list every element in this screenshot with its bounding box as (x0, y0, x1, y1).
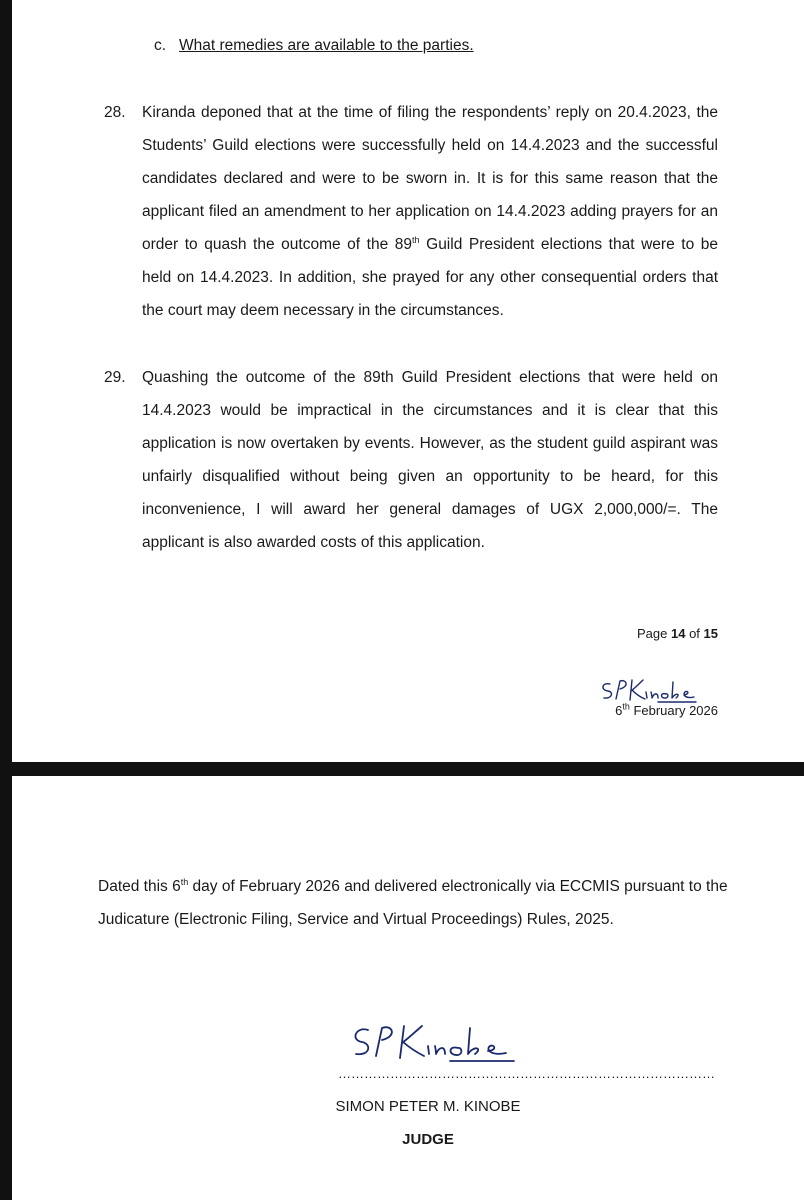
dated-statement (98, 870, 738, 936)
paragraph-text: Quashing the outcome of the 89th Guild President elections that were held on 14.4.2023 would be impractical in the circumstances and it is clear that this application is now overtaken by events. However, as the student guild aspirant was unfairly disqualified without being given an opportunity to be heard, for this inconvenience, I will award her general damages of UGX 2,000,000/=. The applicant is also awarded costs of this application. (142, 369, 718, 551)
page-number-prefix: Page (637, 626, 671, 641)
dated-text-part: Dated this 6 (98, 878, 181, 895)
issue-c (154, 34, 474, 58)
footer-date-day: 6 (615, 703, 623, 718)
superscript: th (180, 876, 189, 887)
paragraph-number: 28. (104, 104, 126, 121)
page-number (637, 626, 718, 641)
page-14 (12, 0, 804, 762)
left-border (0, 776, 12, 1200)
signature-line: …………………………………………………………………………… (338, 1066, 715, 1081)
superscript: th (622, 701, 630, 712)
signer-role: JUDGE (402, 1131, 454, 1148)
paragraph-text (142, 96, 718, 327)
left-border (0, 0, 12, 762)
page-total: 15 (703, 626, 718, 641)
signer-name: SIMON PETER M. KINOBE (335, 1098, 521, 1115)
issue-c-text: What remedies are available to the parties. (178, 37, 474, 54)
dated-text-part: day of February 2026 and delivered electronically via ECCMIS pursuant to the Judicature (Electronic Filing, Service and Virtual Proceedings) Rules, 2025. (98, 878, 728, 928)
page-separator (0, 762, 804, 776)
paragraph-number: 29. (104, 369, 126, 386)
superscript: th (412, 234, 420, 245)
page-current: 14 (670, 626, 686, 641)
paragraph-29 (104, 361, 718, 559)
footer-date (615, 703, 718, 718)
issue-c-label: c. (154, 37, 167, 54)
paragraph-28 (104, 96, 718, 327)
signature-initials (596, 672, 706, 706)
judge-signature (342, 1016, 532, 1066)
page-15 (12, 776, 804, 1200)
paragraph-text-part: Guild President elections that were to be held on 14.4.2023. In addition, she prayed for any other consequential orders that the court may deem necessary in the circumstances. (142, 236, 719, 319)
paragraph-text-part: Kiranda deponed that at the time of filing the respondents’ reply on 20.4.2023, the Students’ Guild elections were successfully held on 14.4.2023 and the successful candidates declared and were to be sworn in. It is for this same reason that the applicant filed an amendment to her application on 14.4.2023 adding prayers for an order to quash the outcome of the 89 (142, 104, 718, 253)
page-number-middle: of (685, 626, 704, 641)
footer-date-rest: February 2026 (629, 703, 718, 718)
